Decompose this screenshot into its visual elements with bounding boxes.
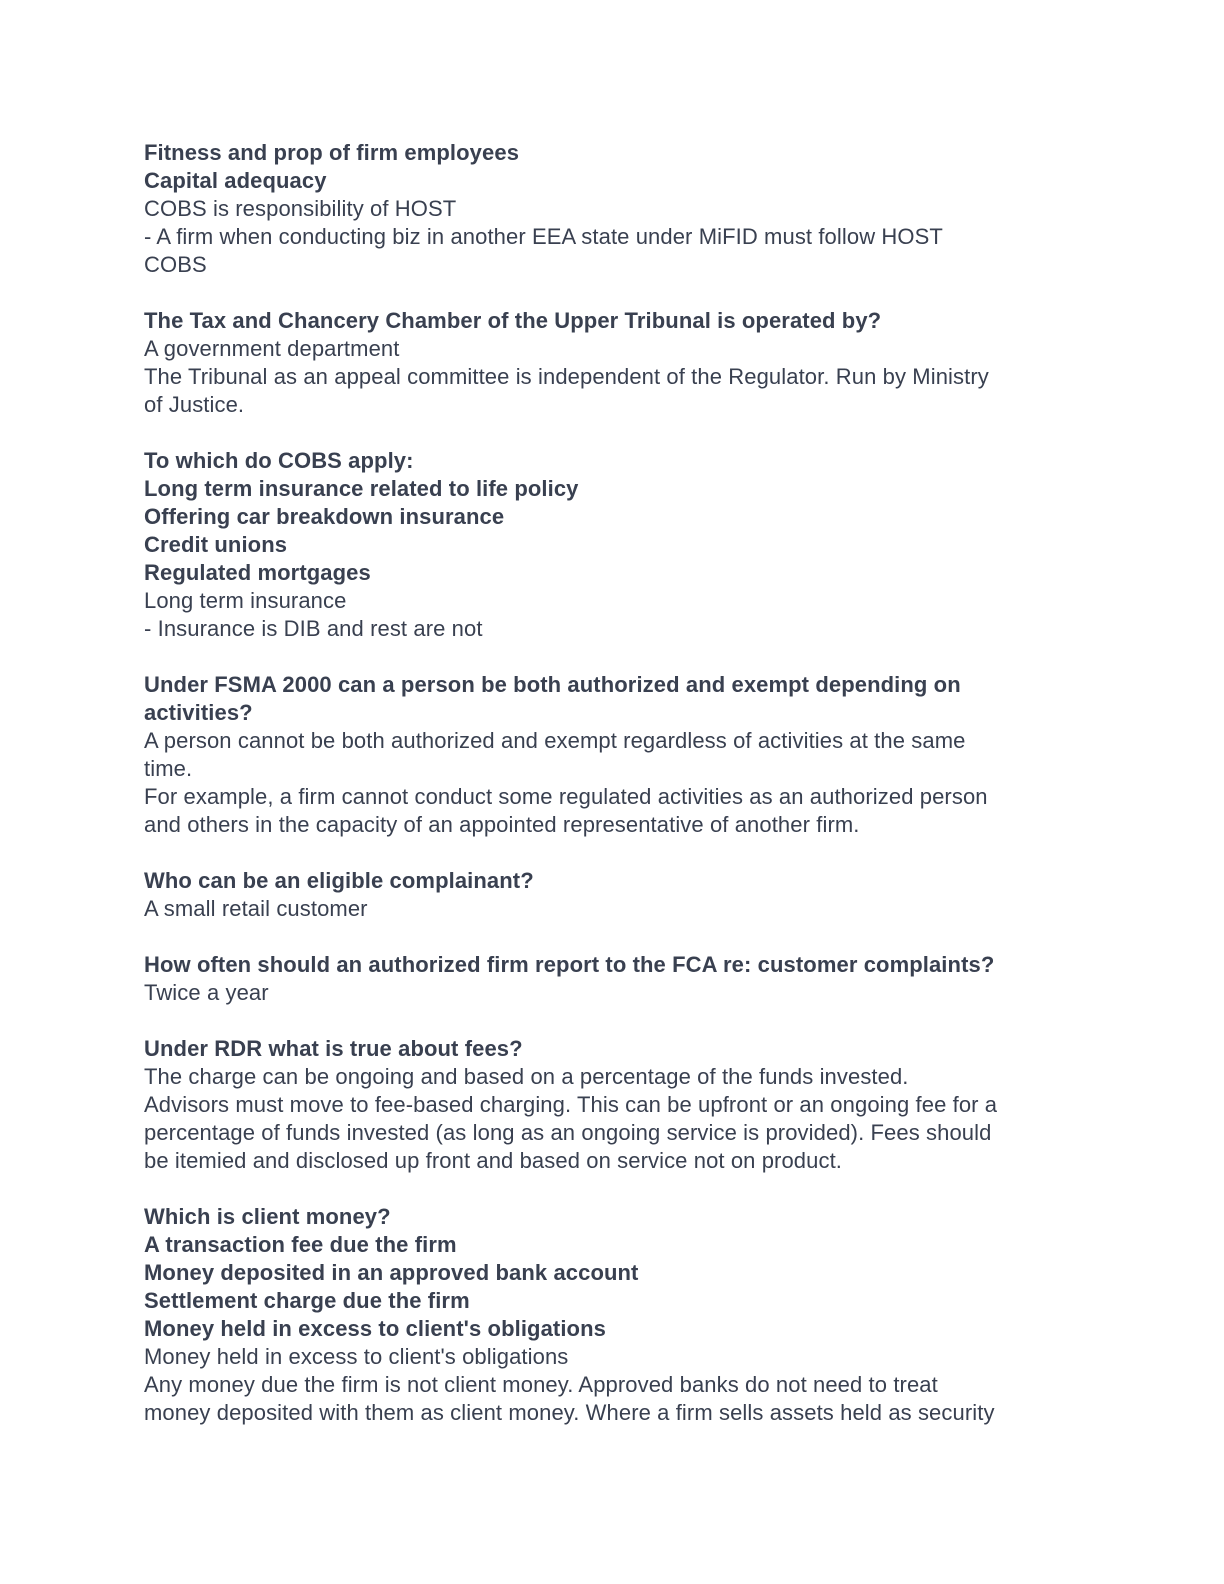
text-line: A small retail customer <box>144 896 368 921</box>
qa-block-eligible-complainant <box>144 867 1084 923</box>
text-line: To which do COBS apply: <box>144 448 414 473</box>
text-line: Capital adequacy <box>144 168 327 193</box>
qa-block-tax-chancery-chamber <box>144 307 1084 419</box>
qa-block-fsma-authorized-exempt <box>144 671 1084 839</box>
text-line: Any money due the firm is not client money. Approved banks do not need to treat <box>144 1372 938 1397</box>
text-line: percentage of funds invested (as long as an ongoing service is provided). Fees should <box>144 1120 992 1145</box>
text-line: Under RDR what is true about fees? <box>144 1036 523 1061</box>
text-line: For example, a firm cannot conduct some regulated activities as an authorized person <box>144 784 988 809</box>
text-line: Offering car breakdown insurance <box>144 504 505 529</box>
text-line: Under FSMA 2000 can a person be both authorized and exempt depending on <box>144 672 961 697</box>
text-line: Long term insurance <box>144 588 347 613</box>
qa-block-cobs-application <box>144 447 1084 643</box>
text-line: be itemied and disclosed up front and based on service not on product. <box>144 1148 843 1173</box>
text-line: Settlement charge due the firm <box>144 1288 470 1313</box>
text-line: Who can be an eligible complainant? <box>144 868 534 893</box>
text-line: Twice a year <box>144 980 269 1005</box>
text-line: of Justice. <box>144 392 245 417</box>
text-line: money deposited with them as client money. Where a firm sells assets held as security <box>144 1400 995 1425</box>
qa-block-client-money <box>144 1203 1084 1427</box>
text-line: Advisors must move to fee-based charging. This can be upfront or an ongoing fee for a <box>144 1092 998 1117</box>
qa-block-fca-complaint-reporting <box>144 951 1084 1007</box>
text-line: Fitness and prop of firm employees <box>144 140 520 165</box>
text-line: Long term insurance related to life policy <box>144 476 579 501</box>
text-line: - Insurance is DIB and rest are not <box>144 616 483 641</box>
qa-block-rdr-fees <box>144 1035 1084 1175</box>
text-line: Which is client money? <box>144 1204 391 1229</box>
text-line: A transaction fee due the firm <box>144 1232 457 1257</box>
text-line: The charge can be ongoing and based on a percentage of the funds invested. <box>144 1064 909 1089</box>
text-line: activities? <box>144 700 253 725</box>
text-line: Money held in excess to client's obligations <box>144 1316 606 1341</box>
text-line: The Tribunal as an appeal committee is independent of the Regulator. Run by Ministry <box>144 364 989 389</box>
text-line: Money held in excess to client's obligations <box>144 1344 569 1369</box>
text-line: The Tax and Chancery Chamber of the Upper Tribunal is operated by? <box>144 308 882 333</box>
text-line: Money deposited in an approved bank account <box>144 1260 639 1285</box>
qa-block-cobs-host-responsibility <box>144 139 1084 279</box>
text-line: Credit unions <box>144 532 288 557</box>
text-line: A government department <box>144 336 400 361</box>
text-line: - A firm when conducting biz in another EEA state under MiFID must follow HOST <box>144 224 943 249</box>
text-line: COBS <box>144 252 207 277</box>
text-line: How often should an authorized firm report to the FCA re: customer complaints? <box>144 952 995 977</box>
text-line: Regulated mortgages <box>144 560 371 585</box>
document-content <box>144 139 1084 1427</box>
text-line: time. <box>144 756 193 781</box>
text-line: A person cannot be both authorized and exempt regardless of activities at the same <box>144 728 966 753</box>
text-line: COBS is responsibility of HOST <box>144 196 457 221</box>
text-line: and others in the capacity of an appointed representative of another firm. <box>144 812 860 837</box>
